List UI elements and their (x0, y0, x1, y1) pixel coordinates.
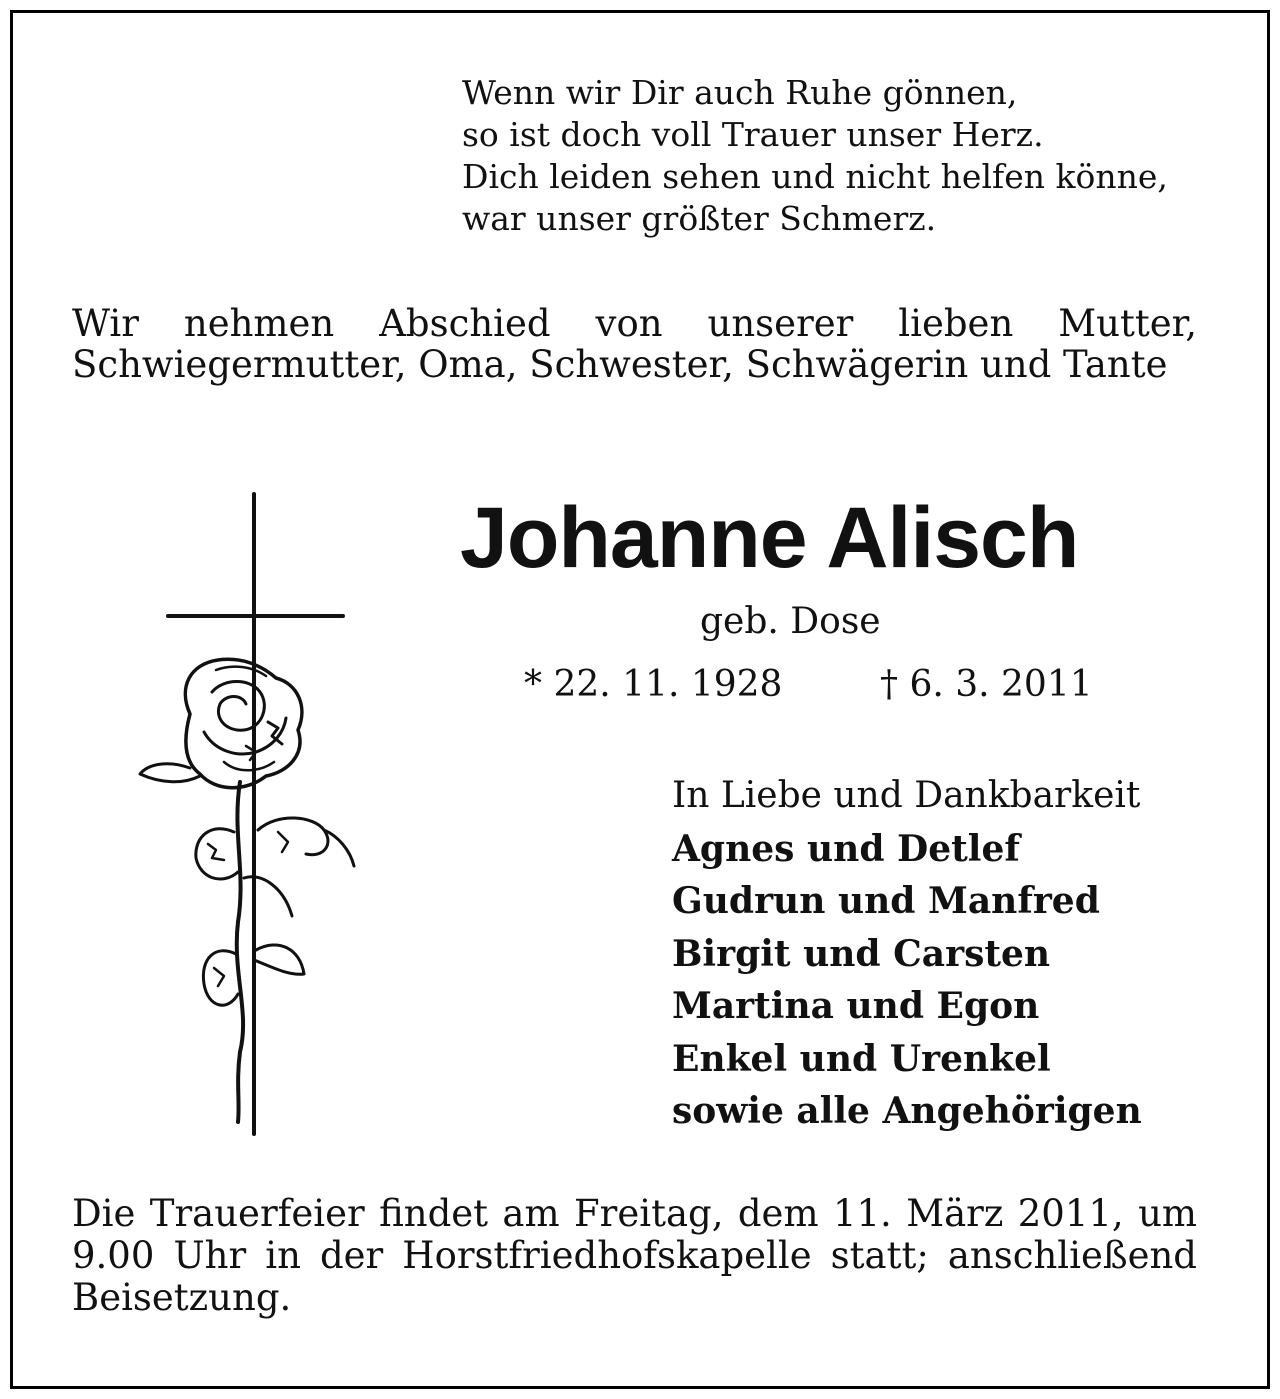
mourners-lead: In Liebe und Dankbarkeit (672, 775, 1141, 816)
poem-line: so ist doch voll Trauer unser Herz. (462, 115, 1044, 154)
maiden-name: geb. Dose (700, 601, 881, 642)
mourner-family: Martina und Egon (672, 985, 1040, 1027)
funeral-announcement: Die Trauerfeier findet am Freitag, dem 11. März 2011, um 9.00 Uhr in der Horstfriedhofskapelle statt; anschließend Beisetzung. (72, 1192, 1197, 1319)
cross-with-rose-icon (128, 492, 368, 1142)
poem-line: Dich leiden sehen und nicht helfen könne, (462, 157, 1168, 196)
mourner-family: Enkel und Urenkel (672, 1037, 1051, 1080)
poem-line: Wenn wir Dir auch Ruhe gönnen, (462, 73, 1018, 112)
farewell-intro: Wir nehmen Abschied von unserer lieben Mutter, Schwiegermutter, Oma, Schwester, Schwägerin und Tante (72, 302, 1197, 386)
mourner-family: Birgit und Carsten (672, 932, 1051, 975)
birth-date: * 22. 11. 1928 (524, 664, 783, 705)
mourner-family: Gudrun und Manfred (672, 880, 1100, 922)
death-date: † 6. 3. 2011 (880, 664, 1093, 705)
mourner-family: sowie alle Angehörigen (672, 1090, 1142, 1132)
poem-line: war unser größter Schmerz. (462, 199, 937, 238)
deceased-name: Johanne Alisch (460, 490, 1079, 586)
mourner-family: Agnes und Detlef (672, 827, 1020, 870)
poem (462, 72, 1222, 240)
mourners-list (672, 770, 1232, 1138)
